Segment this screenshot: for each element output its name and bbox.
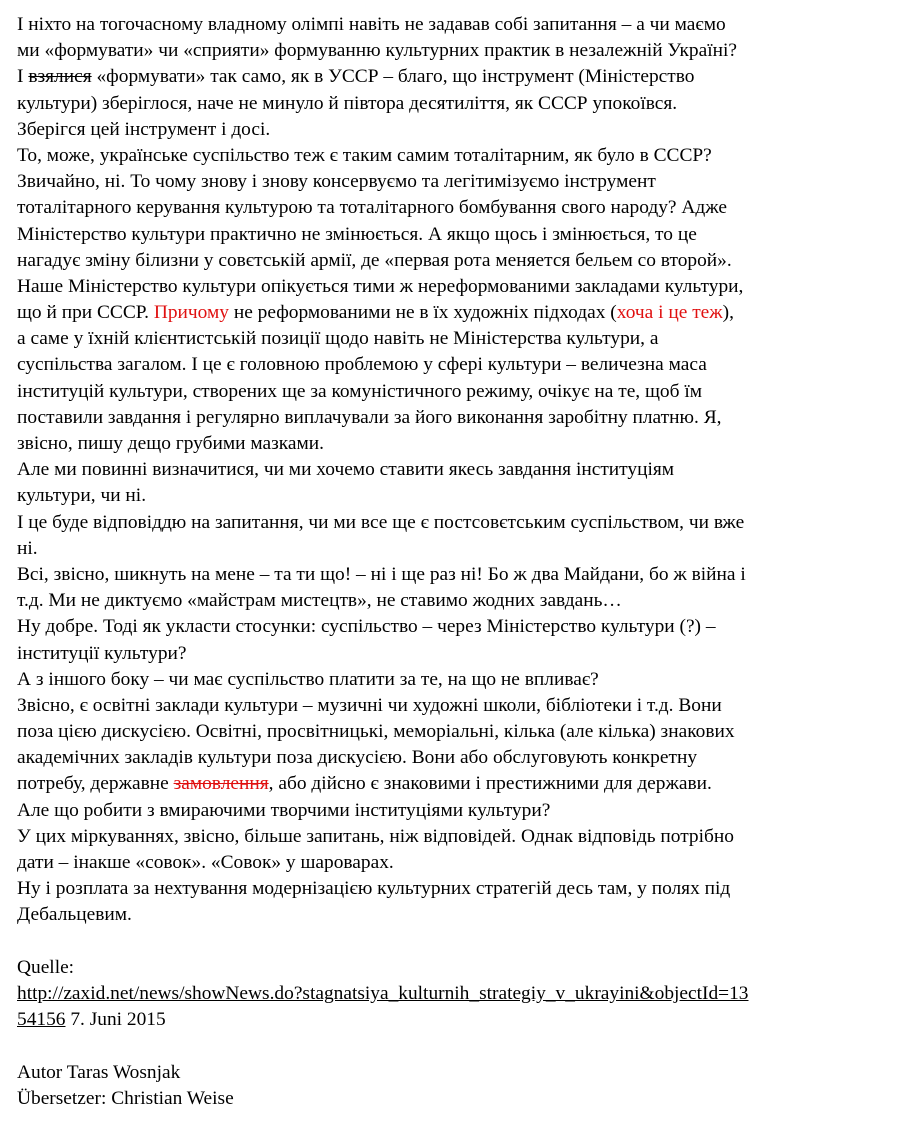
text-line: суспільства загалом. І це є головною проблемою у сфері культури – величезна маса (17, 354, 707, 376)
author: Autor Taras Wosnjak (17, 1061, 181, 1083)
source-link-part-2[interactable]: 54156 (17, 1009, 66, 1031)
text-line: звісно, пишу дещо грубими мазками. (17, 433, 324, 454)
text-line (17, 771, 911, 797)
spacer (17, 1033, 911, 1059)
text-line: т.д. Ми не диктуємо «майстрам мистецтв», не ставимо жодних завдань… (17, 590, 622, 612)
text-line: Всі, звісно, шикнуть на мене – та ти що! – ні і ще раз ні! Бо ж два Майдани, бо ж війна і (17, 563, 746, 585)
source-date: 7. Juni 2015 (65, 1009, 166, 1031)
source-url-line-2 (17, 1007, 911, 1033)
text-line: І ніхто на тогочасному владному олімпі навіть не задавав собі запитання – а чи маємо (17, 14, 726, 35)
text-line: Міністерство культури практично не змінюється. А якщо щось і змінюється, то це (17, 223, 697, 245)
struck-text: взялися (28, 66, 92, 88)
text-line (17, 300, 911, 326)
highlighted-text: хоча і це теж (616, 302, 723, 324)
text-line: Наше Міністерство культури опікується тими ж нереформованими закладами культури, (17, 275, 744, 297)
text-line: А з іншого боку – чи має суспільство платити за те, на що не впливає? (17, 668, 599, 690)
text-line (17, 64, 911, 90)
text-segment: І (17, 66, 29, 88)
text-line: поставили завдання і регулярно виплачували за його виконання заробітну платню. Я, (17, 406, 722, 428)
text-line: Зберігся цей інструмент і досі. (17, 118, 271, 140)
text-line: інституцій культури, створених ще за комуністичного режиму, очікує на те, щоб їм (17, 380, 703, 402)
text-line: культури, чи ні. (17, 485, 147, 507)
text-line: То, може, українське суспільство теж є таким самим тоталітарним, як було в СССР? (17, 144, 712, 166)
text-line: Ну добре. Тоді як укласти стосунки: суспільство – через Міністерство культури (?) – (17, 616, 716, 638)
text-line: поза цією дискусією. Освітні, просвітницькі, меморіальні, кілька (але кілька) знакових (17, 721, 735, 743)
text-line: Але ми повинні визначитися, чи ми хочемо ставити якесь завдання інституціям (17, 459, 675, 481)
text-line: Але що робити з вмираючими творчими інституціями культури? (17, 799, 551, 821)
text-line: дати – інакше «совок». «Совок» у шароварах. (17, 852, 394, 873)
text-line: тоталітарного керування культурою та тоталітарного бомбування свого народу? Адже (17, 197, 727, 219)
article-body (17, 12, 911, 929)
text-segment: що й при СССР. (17, 302, 154, 324)
text-line: нагадує зміну білизни у совєтській армії, де «первая рота меняется бельем со второй». (17, 249, 732, 271)
text-line: інституції культури? (17, 642, 187, 664)
spacer (17, 929, 911, 955)
text-line: ні. (17, 537, 38, 559)
text-line: а саме у їхній клієнтистській позиції щодо навіть не Міністерства культури, а (17, 328, 659, 350)
text-line: І це буде відповіддю на запитання, чи ми все ще є постсовєтським суспільством, чи вже (17, 511, 745, 533)
source-label: Quelle: (17, 956, 75, 978)
text-segment: «формувати» так само, як в УССР – благо, що інструмент (Міністерство (91, 66, 695, 88)
text-line: Звісно, є освітні заклади культури – музичні чи художні школи, бібліотеки і т.д. Вони (17, 694, 722, 716)
highlighted-text: Причому (153, 302, 229, 324)
text-segment: не реформованими не в їх художніх підходах ( (228, 302, 617, 324)
text-line: ми «формувати» чи «сприяти» формуванню культурних практик в незалежній Україні? (17, 40, 737, 62)
text-line: Дебальцевим. (17, 904, 132, 926)
text-segment: потребу, державне (17, 773, 174, 795)
text-line: культури) зберіглося, наче не минуло й півтора десятиліття, як СССР упокоївся. (17, 92, 678, 114)
source-link-part-1[interactable]: http://zaxid.net/news/showNews.do?stagnatsiya_kulturnih_strategiy_v_ukrayini&objectId=13 (17, 982, 749, 1004)
text-segment: , або дійсно є знаковими і престижними для держави. (268, 773, 712, 795)
source-url-line-1[interactable] (17, 981, 911, 1007)
text-line: Звичайно, ні. То чому знову і знову консервуємо та легітимізуємо інструмент (17, 171, 656, 193)
text-line: У цих міркуваннях, звісно, більше запитань, ніж відповідей. Однак відповідь потрібно (17, 825, 734, 847)
text-line: Ну і розплата за нехтування модернізацією культурних стратегій десь там, у полях під (17, 878, 731, 900)
struck-text: замовлення (173, 773, 269, 795)
text-segment: ), (722, 302, 734, 324)
translator: Übersetzer: Christian Weise (17, 1087, 234, 1109)
text-line: академічних закладів культури поза дискусією. Вони або обслуговують конкретну (17, 747, 698, 769)
